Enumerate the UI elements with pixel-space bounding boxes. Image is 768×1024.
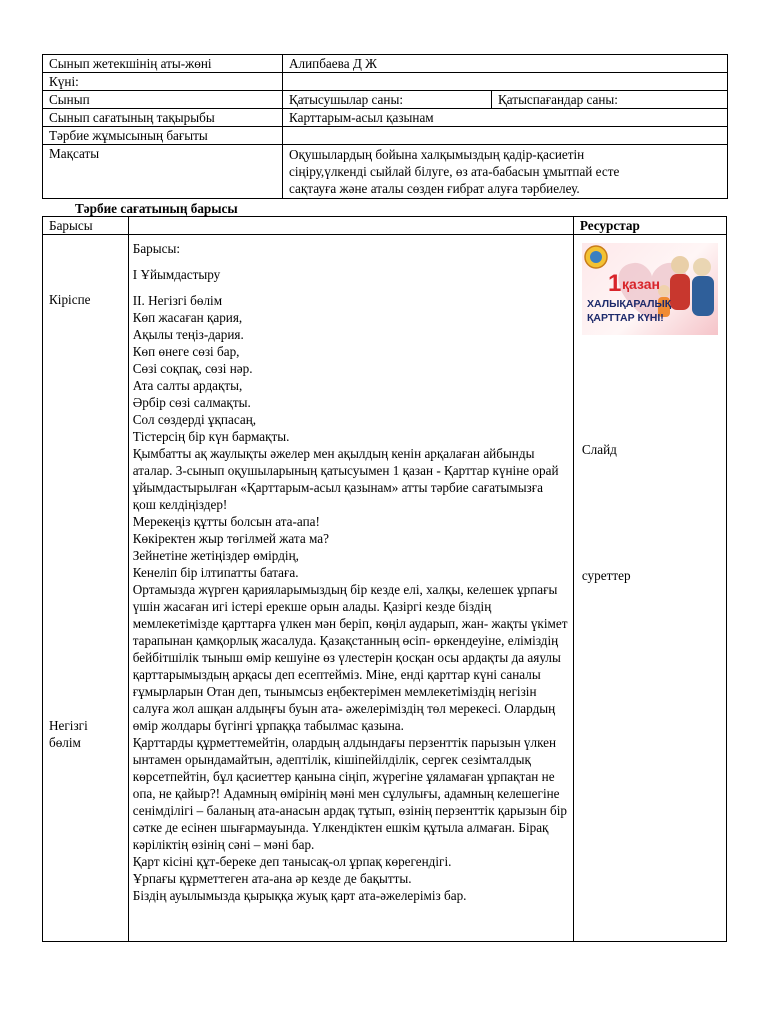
poster-line2: ҚАРТТАР КҮНІ! xyxy=(586,312,664,324)
direction-label: Тәрбие жұмысының бағыты xyxy=(43,127,283,145)
content-heading: Барысы: xyxy=(132,241,181,256)
info-row-class xyxy=(43,91,728,109)
poster-line1: ХАЛЫҚАРАЛЫҚ xyxy=(586,298,672,310)
grandma-body-icon xyxy=(670,274,690,310)
elders-day-poster xyxy=(582,243,718,335)
date-label: Күні: xyxy=(43,73,283,91)
absent-label: Қатыспағандар саны: xyxy=(492,91,728,109)
poem1-line: Көп өнеге сөзі бар, xyxy=(132,344,240,359)
poem1-line: Көп жасаған қария, xyxy=(132,310,243,325)
grandpa-head-icon xyxy=(693,258,711,276)
progress-body-row xyxy=(43,235,727,942)
col-resources-header: Ресурстар xyxy=(573,217,726,235)
info-row-date xyxy=(43,73,728,91)
closing-line: Қарт кісіні құт-береке деп танысақ-ол ұрпақ көрегендігі. xyxy=(132,854,452,869)
teacher-label: Сынып жетекшінің аты-жөні xyxy=(43,55,283,73)
info-row-goal xyxy=(43,145,728,199)
content-cell xyxy=(128,235,573,942)
poster-month: қазан xyxy=(621,276,660,292)
info-row-topic xyxy=(43,109,728,127)
resource-slide: Слайд xyxy=(581,442,617,457)
resource-pictures: суреттер xyxy=(581,568,631,583)
progress-header-row xyxy=(43,217,727,235)
poem1-line: Ақылы теңіз-дария. xyxy=(132,327,244,342)
paragraph-3: Қарттарды құрметтемейтін, олардың алдындағы перзенттік парызын үлкен ынтамен орындамайтын, әдептілік, кішіпейілділік, сергек сезімталдық көрсетпейтін, бұл қасиеттер қанына сіңіп, жүрегіне ұяламаған ұрпақтан не опа, не қайыр?! Адамның өмірінің мәні мен сұлулығы, адамның келешегіне сенімділігі – баланың ата-анасын ардақ тұтып, өзінің перзенттік қарызын бір сәтке де есінен шығармауында. Үлкендіктен ешкім құтыла алмаған. Бірақ кәріліктің өзінің сәні – мәні бар. xyxy=(132,735,567,852)
part1-heading: І Ұйымдастыру xyxy=(132,267,221,282)
part2-heading: ІІ. Негізгі бөлім xyxy=(132,293,223,308)
poster-graphic xyxy=(582,243,718,335)
poem2-line: Мерекеңіз құтты болсын ата-апа! xyxy=(132,514,320,529)
closing-line: Біздің ауылымызда қырыққа жуық қарт ата-әжелеріміз бар. xyxy=(132,888,467,903)
info-row-direction xyxy=(43,127,728,145)
date-value xyxy=(283,73,728,91)
closing-line: Ұрпағы құрметтеген ата-ана әр кезде де бақытты. xyxy=(132,871,412,886)
stage-cell xyxy=(43,235,129,942)
paragraph-1: Қымбатты ақ жаулықты әжелер мен ақылдың кенін арқалаған айбынды аталар. 3-сынып оқушыларының қатысуымен 1 қазан - Қарттар күніне орай ұйымдастырылған «Қарттарым-асыл қазынам» атты тәрбие сағатымызға қош келдіңіздер! xyxy=(132,446,559,512)
stage-intro: Кіріспе xyxy=(49,292,91,307)
teacher-value: Алипбаева Д Ж xyxy=(283,55,728,73)
poem2-line: Көкіректен жыр төгілмей жата ма? xyxy=(132,531,329,546)
stage-main: Негізгі бөлім xyxy=(49,718,88,750)
info-row-teacher xyxy=(43,55,728,73)
present-label: Қатысушылар саны: xyxy=(283,91,492,109)
resources-cell xyxy=(573,235,726,942)
poem2-line: Зейнетіне жетіңіздер өмірдің, xyxy=(132,548,299,563)
paragraph-2: Ортамызда жүрген қарияларымыздың бір кезде елі, халқы, келешек ұрпағы үшін жасаған игі істері ерекше орын алады. Қазіргі кезде біздің мемлекетімізде қарттарға үлкен мән беріп, көңіл аударып, жан- жақты үкімет тарапынан қамқорлық жасалуда. Қазақстанның өсіп- өркендеуіне, еліміздің бейбітшілік тыныш өмір кешуіне өз үлестерін қосқан осы ардақты да аяулы қарттарымыздың арқасы деп есептейміз. Міне, енді қарттар күні саналы ғұмырларын Отан деп, тынымсыз еңбектерімен мемлекетіміздің негізін салуға жол ашқан алдыңғы буын ата- әжелеріміздің төл мерекесі. Олардың өмір жолдары бүгінгі ұрпаққа табылмас қазына. xyxy=(132,582,568,733)
col-stage-header: Барысы xyxy=(43,217,129,235)
lesson-progress-table xyxy=(42,216,727,942)
goal-label: Мақсаты xyxy=(43,145,283,199)
poem1-line: Сол сөздерді ұқпасаң, xyxy=(132,412,257,427)
class-label: Сынып xyxy=(43,91,283,109)
emblem-center-icon xyxy=(590,251,602,263)
direction-value xyxy=(283,127,728,145)
goal-value xyxy=(283,145,728,199)
poem1-line: Әрбір сөзі салмақты. xyxy=(132,395,251,410)
lesson-info-table xyxy=(42,54,728,199)
poem1-line: Тістерсің бір күн бармақты. xyxy=(132,429,290,444)
poem2-line: Кенеліп бір ілтипатты батаға. xyxy=(132,565,299,580)
poster-number: 1 xyxy=(607,270,622,297)
col-content-header xyxy=(128,217,573,235)
section-title: Тәрбие сағатының барысы xyxy=(75,201,238,216)
topic-label: Сынып сағатының тақырыбы xyxy=(43,109,283,127)
grandpa-body-icon xyxy=(692,276,714,316)
topic-value: Карттарым-асыл қазынам xyxy=(283,109,728,127)
poem1-line: Ата салты ардақты, xyxy=(132,378,243,393)
goal-text: Оқушылардың бойына халқымыздың қадір-қасиетін сіңіру,үлкенді сыйлай білуге, өз ата-бабасын ұмытпай есте сақтауға және аталы сөзден ғибрат алуға тәрбиелеу. xyxy=(289,147,620,196)
poem1-line: Сөзі соқпақ, сөзі нәр. xyxy=(132,361,253,376)
grandma-head-icon xyxy=(671,256,689,274)
